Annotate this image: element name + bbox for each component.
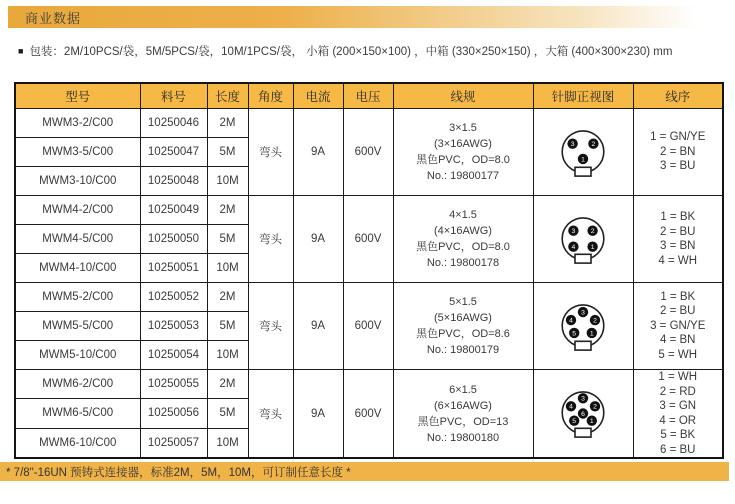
col-header-wire-order: 线序 — [633, 83, 723, 109]
connector-pin-diagram-icon — [551, 209, 615, 270]
wire-spec-line: (6×16AWG) — [434, 399, 492, 412]
cell-angle: 弯头 — [248, 283, 293, 370]
wire-spec-line: 黑色PVC，OD=8.6 — [416, 328, 510, 340]
cell-current: 9A — [293, 370, 343, 459]
table-row — [15, 109, 723, 138]
cell-wire-order — [633, 283, 723, 370]
cell-part-no: 10250054 — [140, 341, 207, 370]
col-header-pin-view: 针脚正视图 — [533, 83, 633, 109]
footnote-text: * 7/8"-16UN 预铸式连接器，标准2M，5M，10M，可订制任意长度 * — [6, 466, 351, 479]
cell-model: MWM3-5/C00 — [15, 138, 140, 167]
cell-pin-view — [533, 196, 633, 283]
footnote-bar — [0, 462, 729, 481]
wire-order-line: 2 = BU — [660, 305, 696, 318]
cell-wire-spec — [393, 196, 533, 283]
wire-order-line: 5 = BK — [660, 429, 696, 441]
wire-order-line: 3 = BU — [660, 160, 696, 173]
wire-order-line: 3 = GN — [659, 400, 697, 412]
cell-current: 9A — [293, 109, 343, 196]
cell-length: 5M — [207, 312, 248, 341]
cell-model: MWM6-2/C00 — [15, 370, 140, 399]
cell-wire-spec — [393, 370, 533, 459]
wire-order-line: 4 = OR — [659, 414, 697, 427]
col-header-voltage: 电压 — [343, 83, 393, 109]
cell-model: MWM5-5/C00 — [15, 312, 140, 341]
cell-model: MWM5-10/C00 — [15, 341, 140, 370]
square-bullet-icon: ■ — [18, 45, 24, 56]
wire-spec-line: 黑色PVC，OD=8.0 — [416, 241, 510, 253]
col-header-current: 电流 — [293, 83, 343, 109]
col-header-model: 型号 — [15, 83, 140, 109]
cell-model: MWM6-5/C00 — [15, 399, 140, 428]
col-header-angle: 角度 — [248, 83, 293, 109]
cell-length: 5M — [207, 138, 248, 167]
svg-text:2: 2 — [593, 403, 597, 411]
cell-current: 9A — [293, 283, 343, 370]
wire-spec-line: No.: 19800178 — [426, 257, 500, 269]
wire-order-line: 2 = RD — [659, 385, 696, 398]
table-row — [15, 196, 723, 225]
wire-spec-line: No.: 19800177 — [426, 170, 500, 182]
wire-order-line: 4 = BN — [660, 334, 696, 347]
wire-order-line: 3 = BN — [660, 240, 696, 252]
cell-length: 5M — [207, 399, 248, 428]
cell-wire-order — [633, 109, 723, 196]
wire-spec-line: 黑色PVC，OD=8.0 — [416, 154, 510, 166]
svg-text:1: 1 — [581, 155, 585, 163]
section-title-bar — [8, 6, 735, 28]
cell-part-no: 10250047 — [140, 138, 207, 167]
cell-part-no: 10250057 — [140, 428, 207, 458]
svg-text:4: 4 — [569, 317, 573, 324]
svg-text:3: 3 — [581, 395, 585, 403]
svg-text:6: 6 — [581, 410, 585, 418]
cell-part-no: 10250056 — [140, 399, 207, 428]
wire-order-line: 2 = BU — [660, 225, 696, 238]
svg-text:3: 3 — [571, 227, 576, 235]
connector-pin-diagram-icon — [551, 122, 615, 183]
wire-spec-line: No.: 19800180 — [426, 431, 500, 444]
packaging-line — [18, 43, 672, 59]
cell-part-no: 10250055 — [140, 370, 207, 399]
cell-pin-view — [533, 283, 633, 370]
cell-part-no: 10250048 — [140, 167, 207, 196]
wire-order-line: 1 = WH — [658, 371, 698, 383]
cell-angle: 弯头 — [248, 109, 293, 196]
cell-length: 2M — [207, 109, 248, 138]
cell-part-no: 10250052 — [140, 283, 207, 312]
wire-spec-line: 黑色PVC，OD=13 — [417, 415, 509, 428]
wire-spec-line: 6×1.5 — [449, 383, 477, 396]
connector-pin-diagram-icon — [551, 296, 615, 357]
svg-text:5: 5 — [572, 418, 577, 426]
cell-part-no: 10250051 — [140, 254, 207, 283]
cell-angle: 弯头 — [248, 370, 293, 459]
section-title: 商业数据 — [25, 10, 82, 26]
cell-pin-view — [533, 370, 633, 459]
cell-length: 10M — [207, 254, 248, 283]
wire-order-line: 1 = GN/YE — [650, 131, 706, 144]
svg-text:1: 1 — [589, 329, 594, 337]
cell-model: MWM3-10/C00 — [15, 167, 140, 196]
cell-part-no: 10250046 — [140, 109, 207, 138]
cell-length: 2M — [207, 370, 248, 399]
wire-order-line: 5 = WH — [658, 348, 698, 361]
cell-part-no: 10250053 — [140, 312, 207, 341]
wire-order-line: 1 = BK — [660, 290, 696, 303]
cell-length: 10M — [207, 167, 248, 196]
svg-text:2: 2 — [593, 317, 597, 324]
wire-spec-line: 3×1.5 — [449, 122, 477, 134]
cell-voltage: 600V — [343, 283, 393, 370]
svg-text:2: 2 — [590, 227, 595, 235]
packaging-text: 包装：2M/10PCS/袋，5M/5PCS/袋，10M/1PCS/袋， 小箱 (200×150×100) ，中箱 (330×250×150) ，大箱 (400×300×230) mm — [29, 46, 673, 58]
wire-spec-line: 5×1.5 — [449, 296, 477, 308]
cell-voltage: 600V — [343, 196, 393, 283]
wire-order-line: 2 = BN — [660, 145, 696, 158]
cell-wire-spec — [393, 109, 533, 196]
cell-length: 2M — [207, 196, 248, 225]
wire-order-line: 4 = WH — [658, 254, 698, 267]
cell-model: MWM4-2/C00 — [15, 196, 140, 225]
col-header-part-no: 料号 — [140, 83, 207, 109]
header-row — [15, 83, 723, 109]
cell-model: MWM4-5/C00 — [15, 225, 140, 254]
svg-text:3: 3 — [581, 309, 585, 316]
cell-length: 10M — [207, 428, 248, 458]
cell-length: 5M — [207, 225, 248, 254]
table-row — [15, 370, 723, 399]
cell-part-no: 10250050 — [140, 225, 207, 254]
table-row — [15, 283, 723, 312]
cell-wire-order — [633, 196, 723, 283]
cell-length: 10M — [207, 341, 248, 370]
cell-voltage: 600V — [343, 370, 393, 459]
cell-model: MWM5-2/C00 — [15, 283, 140, 312]
svg-text:1: 1 — [590, 243, 595, 251]
cell-wire-order — [633, 370, 723, 459]
wire-spec-line: (3×16AWG) — [434, 138, 492, 150]
svg-text:2: 2 — [591, 140, 596, 148]
cell-model: MWM6-10/C00 — [15, 428, 140, 458]
cell-voltage: 600V — [343, 109, 393, 196]
col-header-length: 长度 — [207, 83, 248, 109]
cell-model: MWM4-10/C00 — [15, 254, 140, 283]
cell-length: 2M — [207, 283, 248, 312]
wire-spec-line: (4×16AWG) — [434, 225, 492, 237]
wire-spec-line: 4×1.5 — [449, 209, 477, 221]
spec-table — [14, 82, 724, 459]
cell-model: MWM3-2/C00 — [15, 109, 140, 138]
svg-text:4: 4 — [569, 403, 573, 411]
col-header-wire-spec: 线规 — [393, 83, 533, 109]
cell-angle: 弯头 — [248, 196, 293, 283]
wire-order-line: 1 = BK — [660, 211, 696, 223]
svg-text:4: 4 — [571, 243, 576, 251]
wire-order-line: 3 = GN/YE — [650, 319, 706, 332]
wire-spec-line: No.: 19800179 — [426, 344, 500, 356]
svg-text:3: 3 — [570, 140, 575, 148]
svg-text:5: 5 — [572, 329, 577, 337]
cell-part-no: 10250049 — [140, 196, 207, 225]
wire-order-line: 6 = BU — [660, 443, 696, 456]
connector-pin-diagram-icon — [551, 383, 615, 444]
cell-wire-spec — [393, 283, 533, 370]
cell-current: 9A — [293, 196, 343, 283]
cell-pin-view — [533, 109, 633, 196]
svg-text:1: 1 — [589, 418, 594, 426]
wire-spec-line: (5×16AWG) — [434, 312, 492, 324]
